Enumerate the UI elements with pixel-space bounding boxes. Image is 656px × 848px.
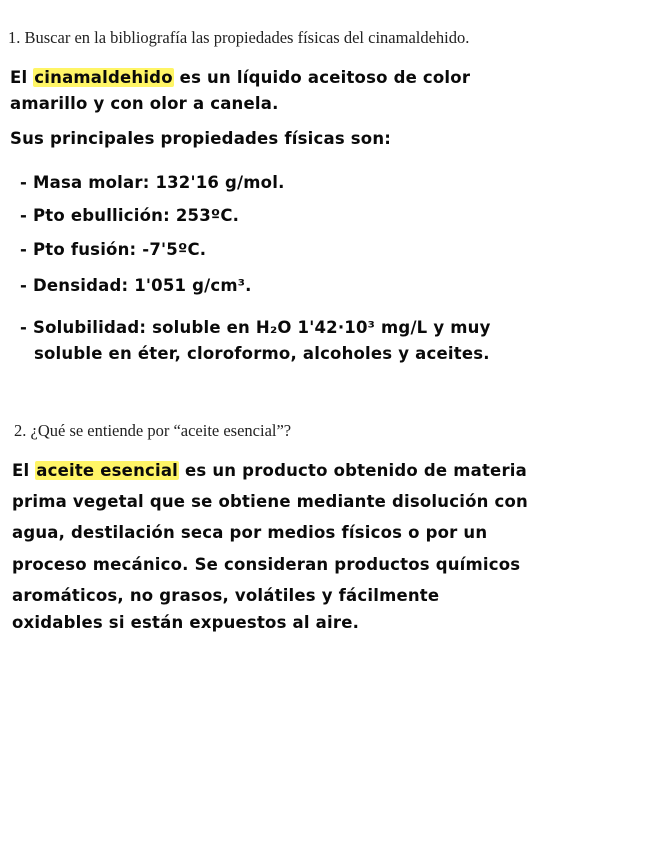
- properties-intro: Sus principales propiedades físicas son:: [10, 129, 392, 148]
- property-density: - Densidad: 1'051 g/cm³.: [20, 276, 252, 295]
- answer-2-line-2: prima vegetal que se obtiene mediante disolución con: [12, 492, 528, 511]
- highlight-cinamaldehido: cinamaldehido: [34, 68, 173, 87]
- answer-1-line-1-prefix: El: [10, 68, 34, 87]
- highlight-aceite-esencial: aceite esencial: [36, 461, 179, 480]
- answer-2-line-3: agua, destilación seca por medios físicos o por un: [12, 523, 488, 542]
- property-solubility-cont: soluble en éter, cloroformo, alcoholes y aceites.: [34, 344, 490, 363]
- question-2: 2. ¿Qué se entiende por “aceite esencial”?: [14, 421, 292, 440]
- property-molar-mass: - Masa molar: 132'16 g/mol.: [20, 173, 285, 192]
- answer-2-line-1-suffix: es un producto obtenido de materia: [179, 461, 527, 480]
- property-melting-point: - Pto fusión: -7'5ºC.: [20, 240, 207, 259]
- property-solubility: - Solubilidad: soluble en H₂O 1'42·10³ mg/L y muy: [20, 318, 491, 337]
- answer-2-line-6: oxidables si están expuestos al aire.: [12, 613, 360, 632]
- answer-1-line-2: amarillo y con olor a canela.: [10, 94, 279, 113]
- answer-2-line-4: proceso mecánico. Se consideran productos químicos: [12, 555, 521, 574]
- answer-2-line-5: aromáticos, no grasos, volátiles y fácilmente: [12, 586, 440, 605]
- question-1: 1. Buscar en la bibliografía las propiedades físicas del cinamaldehido.: [8, 28, 470, 47]
- answer-2-line-1-prefix: El: [12, 461, 36, 480]
- property-boiling-point: - Pto ebullición: 253ºC.: [20, 206, 240, 225]
- answer-1-line-1: [10, 70, 470, 87]
- answer-1-line-1-suffix: es un líquido aceitoso de color: [173, 68, 471, 87]
- answer-2-line-1: [12, 463, 527, 480]
